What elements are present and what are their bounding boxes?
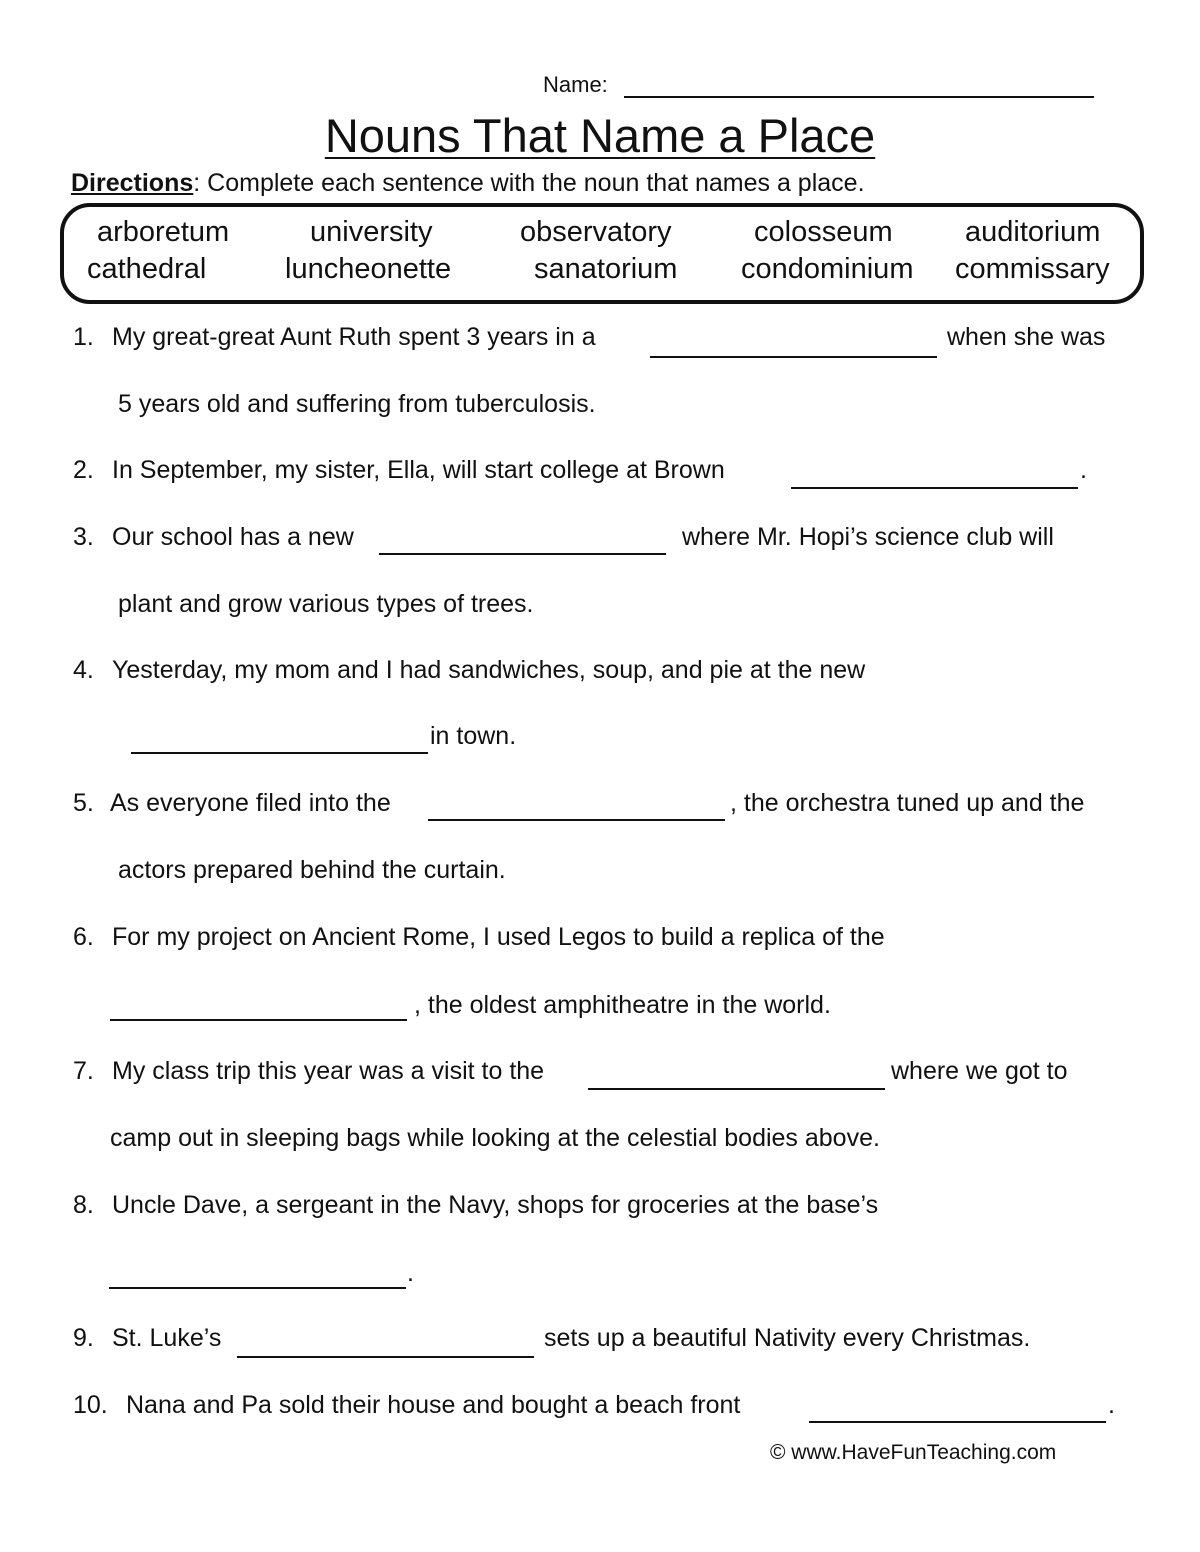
answer-blank[interactable] [588,1088,885,1090]
question-number: 3. [73,523,94,551]
question-text: where Mr. Hopi’s science club will [682,523,1054,551]
word-bank-item: cathedral [87,253,207,285]
word-bank-item: luncheonette [285,253,452,285]
question-number: 5. [73,789,94,817]
copyright-footer: © www.HaveFunTeaching.com [770,1441,1057,1464]
question-text: . [1108,1391,1115,1419]
question-number: 10. [73,1391,108,1419]
question-text: actors prepared behind the curtain. [118,856,506,884]
question-text: For my project on Ancient Rome, I used Legos to build a replica of the [112,923,885,951]
name-label: Name: [543,72,608,97]
question-text: , the oldest amphitheatre in the world. [414,991,831,1019]
word-bank-item: condominium [741,253,914,285]
answer-blank[interactable] [237,1356,534,1358]
answer-blank[interactable] [131,752,428,754]
question-text: camp out in sleeping bags while looking at the celestial bodies above. [110,1124,880,1152]
question-number: 8. [73,1191,94,1219]
word-bank-item: colosseum [754,216,893,248]
question-text: Uncle Dave, a sergeant in the Navy, shops for groceries at the base’s [112,1191,879,1219]
word-bank-item: observatory [520,216,672,248]
answer-blank[interactable] [791,487,1078,489]
answer-blank[interactable] [110,1019,407,1021]
question-text: plant and grow various types of trees. [118,590,534,618]
answer-blank[interactable] [428,819,725,821]
question-text: Nana and Pa sold their house and bought a beach front [126,1391,741,1419]
question-text: My class trip this year was a visit to the [112,1057,545,1085]
word-bank-item: university [310,216,433,248]
word-bank-item: commissary [955,253,1110,285]
question-text: As everyone filed into the [110,789,391,817]
question-text: In September, my sister, Ella, will start college at Brown [112,456,725,484]
page-title: Nouns That Name a Place [324,109,876,162]
question-number: 9. [73,1324,94,1352]
directions-text: : Complete each sentence with the noun that names a place. [193,169,865,197]
question-text: Our school has a new [112,523,354,551]
answer-blank[interactable] [650,356,937,358]
question-text: . [407,1259,414,1287]
directions [71,169,865,198]
word-bank-item: arboretum [97,216,230,248]
question-number: 1. [73,323,94,351]
word-bank-item: auditorium [965,216,1101,248]
answer-blank[interactable] [809,1421,1106,1423]
question-text: sets up a beautiful Nativity every Christmas. [544,1324,1031,1352]
name-field[interactable] [624,96,1094,98]
question-text: . [1080,456,1087,484]
question-number: 4. [73,656,94,684]
question-number: 7. [73,1057,94,1085]
question-text: St. Luke’s [112,1324,222,1352]
question-number: 6. [73,923,94,951]
question-text: in town. [430,722,517,750]
answer-blank[interactable] [379,553,666,555]
question-text: when she was [947,323,1106,351]
question-text: Yesterday, my mom and I had sandwiches, soup, and pie at the new [112,656,866,684]
question-text: My great-great Aunt Ruth spent 3 years in a [112,323,596,351]
question-text: 5 years old and suffering from tuberculosis. [118,390,596,418]
answer-blank[interactable] [109,1287,406,1289]
directions-label: Directions [71,169,194,197]
question-number: 2. [73,456,94,484]
question-text: where we got to [891,1057,1068,1085]
word-bank-item: sanatorium [534,253,678,285]
question-text: , the orchestra tuned up and the [730,789,1085,817]
